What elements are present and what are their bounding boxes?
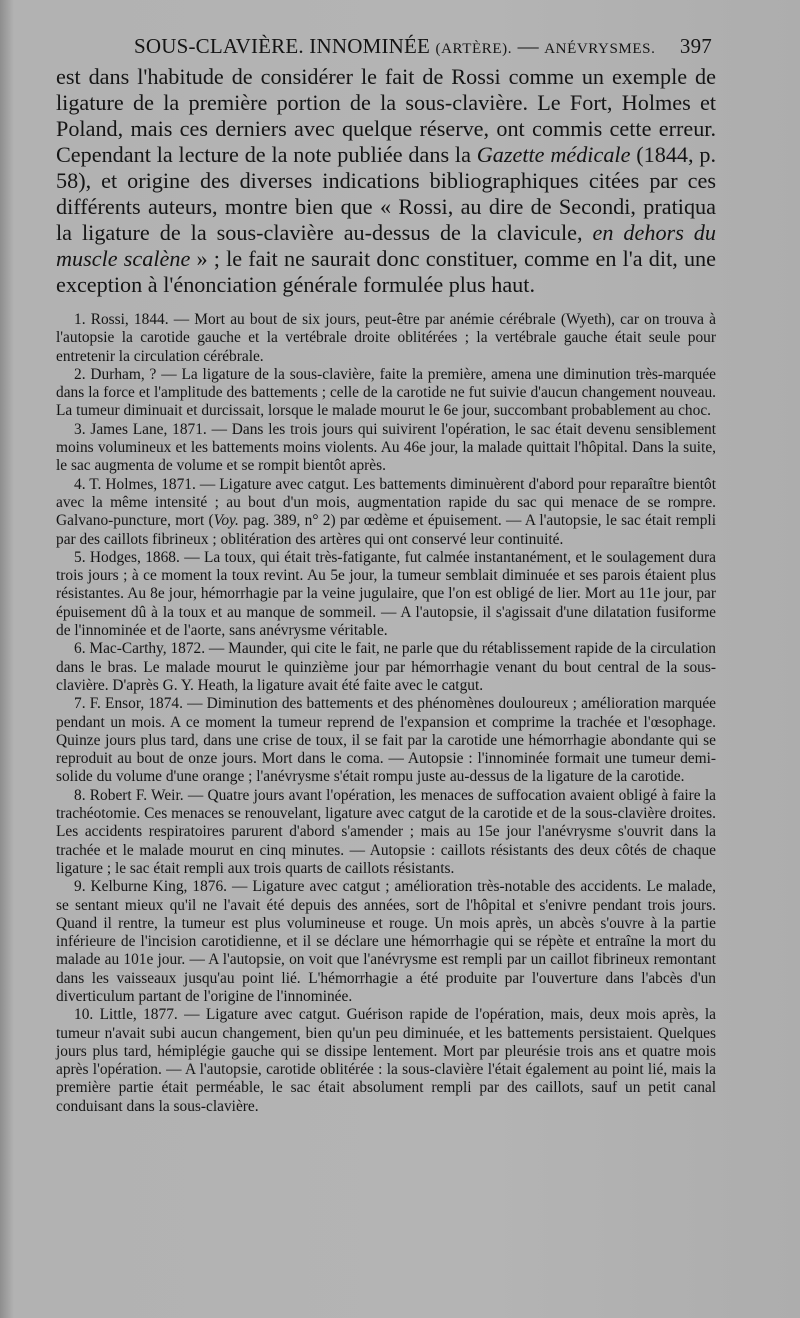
note-7: 7. F. Ensor, 1874. — Diminution des battements et des phénomènes douloureux ; amélioration marquée pendant un mois. A ce moment la tumeur reprend de l'expansion et comprime la trachée et l'œsophage. Quinze jours plus tard, dans une crise de toux, il se fait par la carotide une hémorrhagie abondante qui se reproduit au bout de onze jours. Mort dans le coma. — Autopsie : l'innominée formait une tumeur demi-solide du volume d'une orange ; l'anévrysme s'était rompu juste au-dessus de la ligature de la carotide. <box>56 695 716 786</box>
journal-title: Gazette médicale <box>476 142 631 167</box>
note-10: 10. Little, 1877. — Ligature avec catgut. Guérison rapide de l'opération, mais, deux mois après, la tumeur n'avait subi aucun changement, bien qu'un peu diminuée, et les battements persistaient. Quelques jours plus tard, hémiplégie gauche qui se dissipe lentement. Mort par pleurésie trois ans et quatre mois après l'opération. — A l'autopsie, carotide oblitérée : la sous-clavière l'était également au point lié, mais la première partie était perméable, le sac était absolument rempli par des caillots, sauf un petit canal conduisant dans la sous-clavière. <box>56 1006 716 1115</box>
note-8: 8. Robert F. Weir. — Quatre jours avant l'opération, les menaces de suffocation avaient obligé à faire la trachéotomie. Ces menaces se renouvelant, ligature avec catgut de la carotide et de la sous-clavière droites. Les accidents respiratoires parurent d'abord s'amender ; mais au 15e jour l'anévrysme s'ouvrit dans la trachée et le malade mourut en cinq minutes. — Autopsie : caillots résistants des deux côtés de chaque ligature ; le sac était rempli aux trois quarts de caillots résistants. <box>56 786 716 877</box>
main-paragraph <box>56 64 716 298</box>
note-1: 1. Rossi, 1844. — Mort au bout de six jours, peut-être par anémie cérébrale (Wyeth), car on trouva à l'autopsie la carotide gauche et la vertébrale droite oblitérées ; la vertébrale gauche était seule pour entretenir la circulation cérébrale. <box>56 311 716 365</box>
header-title: SOUS-CLAVIÈRE. INNOMINÉE <box>134 34 431 58</box>
main-part-3: » ; le fait ne saurait donc constituer, comme en l'a dit, une exception à l'énonciation générale formulée plus haut. <box>56 246 716 297</box>
note-5: 5. Hodges, 1868. — La toux, qui était très-fatigante, fut calmée instantanément, et le soulagement dura trois jours ; à ce moment la toux revint. Au 5e jour, la tumeur semblait diminuée et ses parois étaient plus résistantes. Au 8e jour, hémorrhagie par la veine jugulaire, que l'on est obligé de lier. Mort au 11e jour, par épuisement dû à la toux et au manque de sommeil. — A l'autopsie, il s'agissait d'une dilatation fusiforme de l'innominée et de l'aorte, sans anévrysme véritable. <box>56 548 716 640</box>
main-text <box>56 64 716 298</box>
case-notes <box>56 311 716 1116</box>
emphasis-quote: en dehors du muscle scalène <box>56 220 716 271</box>
note-4-voy: Voy. <box>213 512 239 530</box>
note-4-pre: 4. T. Holmes, 1871. — Ligature avec catgut. Les battements diminuèrent d'abord pour reparaître bientôt avec la même intensité ; au bout d'un mois, augmentation rapide du sac qui menace de se rompre. Galvano-puncture, mort ( <box>56 475 716 530</box>
note-2: 2. Durham, ? — La ligature de la sous-clavière, faite la première, amena une diminution très-marquée dans la force et l'amplitude des battements ; celle de la carotide ne fut suivie d'aucun changement nouveau. La tumeur diminuait et durcissait, lorsque le malade mourut le 6e jour, succombant probablement au choc. <box>56 365 716 420</box>
note-6: 6. Mac-Carthy, 1872. — Maunder, qui cite le fait, ne parle que du rétablissement rapide de la circulation dans le bras. Le malade mourut le quinzième jour par hémorrhagie venant du bout central de la sous-clavière. D'après G. Y. Heath, la ligature avait été faite avec le catgut. <box>56 640 717 694</box>
note-4 <box>56 476 716 549</box>
note-4-post: pag. 389, n° 2) par œdème et épuisement. — A l'autopsie, le sac était rempli par des caillots fibrineux ; oblitération des artères qui ont conservé leur continuité. <box>56 512 716 548</box>
header-title-group <box>134 34 655 59</box>
page-number: 397 <box>679 34 712 58</box>
note-3: 3. James Lane, 1871. — Dans les trois jours qui suivirent l'opération, le sac était devenu sensiblement moins volumineux et les battements moins violents. Au 46e jour, la malade quittait l'hôpital. Dans la suite, le sac augmenta de volume et se rompit bientôt après. <box>56 420 716 475</box>
header-topic: ANÉVRYSMES. <box>544 41 656 57</box>
main-part-1: est dans l'habitude de considérer le fait de Rossi comme un exemple de ligature de la première portion de la sous-clavière. Le Fort, Holmes et Poland, mais ces derniers avec quelque réserve, ont commis cette erreur. Cependant la lecture de la note publiée dans la <box>56 64 716 167</box>
running-header <box>56 34 712 60</box>
main-part-2: (1844, p. 58), et origine des diverses indications bibliographiques citées par ces différents auteurs, montre bien que « Rossi, au dire de Secondi, pratiqua la ligature de la sous-clavière au-dessus de la clavicule, <box>56 142 717 245</box>
header-dash: — <box>517 34 539 58</box>
header-qualifier: (ARTÈRE). <box>435 41 513 57</box>
note-9: 9. Kelburne King, 1876. — Ligature avec catgut ; amélioration très-notable des accidents. Le malade, se sentant mieux qu'il ne l'avait été depuis des années, sort de l'hôpital et s'enivre pendant trois jours. Quand il rentre, la tumeur est plus volumineuse et rouge. Un mois après, un abcès s'ouvre à la partie inférieure de l'incision carotidienne, et il se déclare une hémorrhagie qui se répète et entraîne la mort du malade au 101e jour. — A l'autopsie, on voit que l'anévrysme est rempli par un caillot fibrineux remontant dans les vaisseaux jusqu'au point lié. L'hémorrhagie a été produite par l'ouverture dans l'abcès d'un diverticulum partant de l'origine de l'innominée. <box>56 878 716 1005</box>
